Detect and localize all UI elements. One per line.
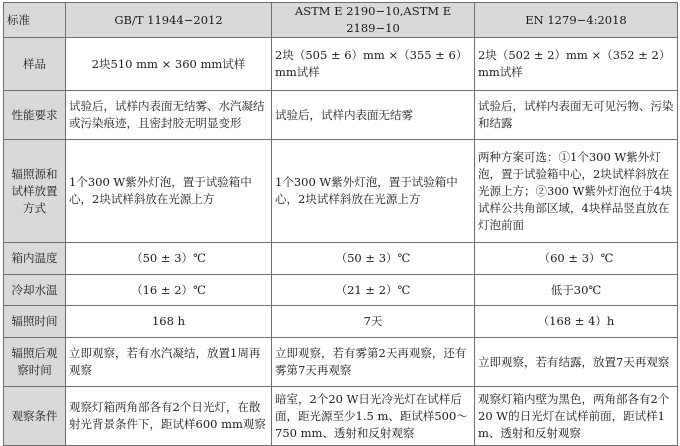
cell-astm: 2块（505 ± 6）mm ×（355 ± 6）mm试样 — [272, 38, 475, 91]
standards-comparison-page — [3, 2, 677, 440]
cell-gb: 立即观察，若有水汽凝结，放置1周再观察 — [66, 338, 272, 387]
cell-en: 2块（502 ± 2）mm ×（352 ± 2）mm试样 — [475, 38, 678, 91]
table-row-cooling-water — [4, 275, 678, 306]
header-row — [4, 3, 678, 38]
cell-gb: 观察灯箱两角部各有2个日光灯，在散射光背景条件下，距试样600 mm观察 — [66, 387, 272, 446]
cell-en: （168 ± 4）h — [475, 306, 678, 338]
cell-en: 试验后，试样内表面无可见污物、污染和结露 — [475, 91, 678, 140]
table-row-chamber-temp — [4, 243, 678, 275]
row-label: 冷却水温 — [4, 275, 66, 306]
table-row-radiation-time — [4, 306, 678, 338]
cell-astm: 7天 — [272, 306, 475, 338]
row-label: 辐照后观察时间 — [4, 338, 66, 387]
cell-gb: 1个300 W紫外灯泡，置于试验箱中心，2块试样斜放在光源上方 — [66, 140, 272, 243]
cell-astm: 暗室，2个20 W日光冷光灯在试样后面，距光源至少1.5 m、距试样500～750 mm、透射和反射观察 — [272, 387, 475, 446]
cell-gb: 168 h — [66, 306, 272, 338]
cell-astm: 1个300 W紫外灯泡，置于试验箱中心，2块试样斜放在光源上方 — [272, 140, 475, 243]
row-label: 样品 — [4, 38, 66, 91]
table-row-sample — [4, 38, 678, 91]
standards-comparison-table — [3, 2, 678, 446]
cell-en: 观察灯箱内壁为黑色，两角部各有2个20 W的日光灯在试样前面，距试样1 m、透射和反射观察 — [475, 387, 678, 446]
header-standard-label: 标准 — [4, 3, 66, 38]
row-label: 箱内温度 — [4, 243, 66, 275]
cell-en: 两种方案可选：①1个300 W紫外灯泡，置于试验箱中心，2块试样斜放在光源上方；②300 W紫外灯泡位于4块试样公共角部区域，4块样品竖直放在灯泡前面 — [475, 140, 678, 243]
table-row-radiation — [4, 140, 678, 243]
header-gb: GB/T 11944−2012 — [66, 3, 272, 38]
row-label: 观察条件 — [4, 387, 66, 446]
row-label: 辐照时间 — [4, 306, 66, 338]
header-en: EN 1279−4:2018 — [475, 3, 678, 38]
cell-astm: 试验后，试样内表面无结雾 — [272, 91, 475, 140]
cell-en: 立即观察，若有结露，放置7天再观察 — [475, 338, 678, 387]
cell-gb: （16 ± 2）℃ — [66, 275, 272, 306]
row-label: 辐照源和试样放置方式 — [4, 140, 66, 243]
table-row-performance — [4, 91, 678, 140]
cell-gb: 试验后，试样内表面无结雾、水汽凝结或污染痕迹，且密封胶无明显变形 — [66, 91, 272, 140]
table-row-observation-conditions — [4, 387, 678, 446]
cell-astm: （21 ± 2）℃ — [272, 275, 475, 306]
cell-gb: 2块510 mm × 360 mm试样 — [66, 38, 272, 91]
cell-gb: （50 ± 3）℃ — [66, 243, 272, 275]
row-label: 性能要求 — [4, 91, 66, 140]
cell-astm: 立即观察，若有雾第2天再观察，还有雾第7天再观察 — [272, 338, 475, 387]
cell-en: 低于30℃ — [475, 275, 678, 306]
header-astm: ASTM E 2190−10,ASTM E 2189−10 — [272, 3, 475, 38]
cell-en: （60 ± 3）℃ — [475, 243, 678, 275]
cell-astm: （50 ± 3）℃ — [272, 243, 475, 275]
table-row-observation-time — [4, 338, 678, 387]
